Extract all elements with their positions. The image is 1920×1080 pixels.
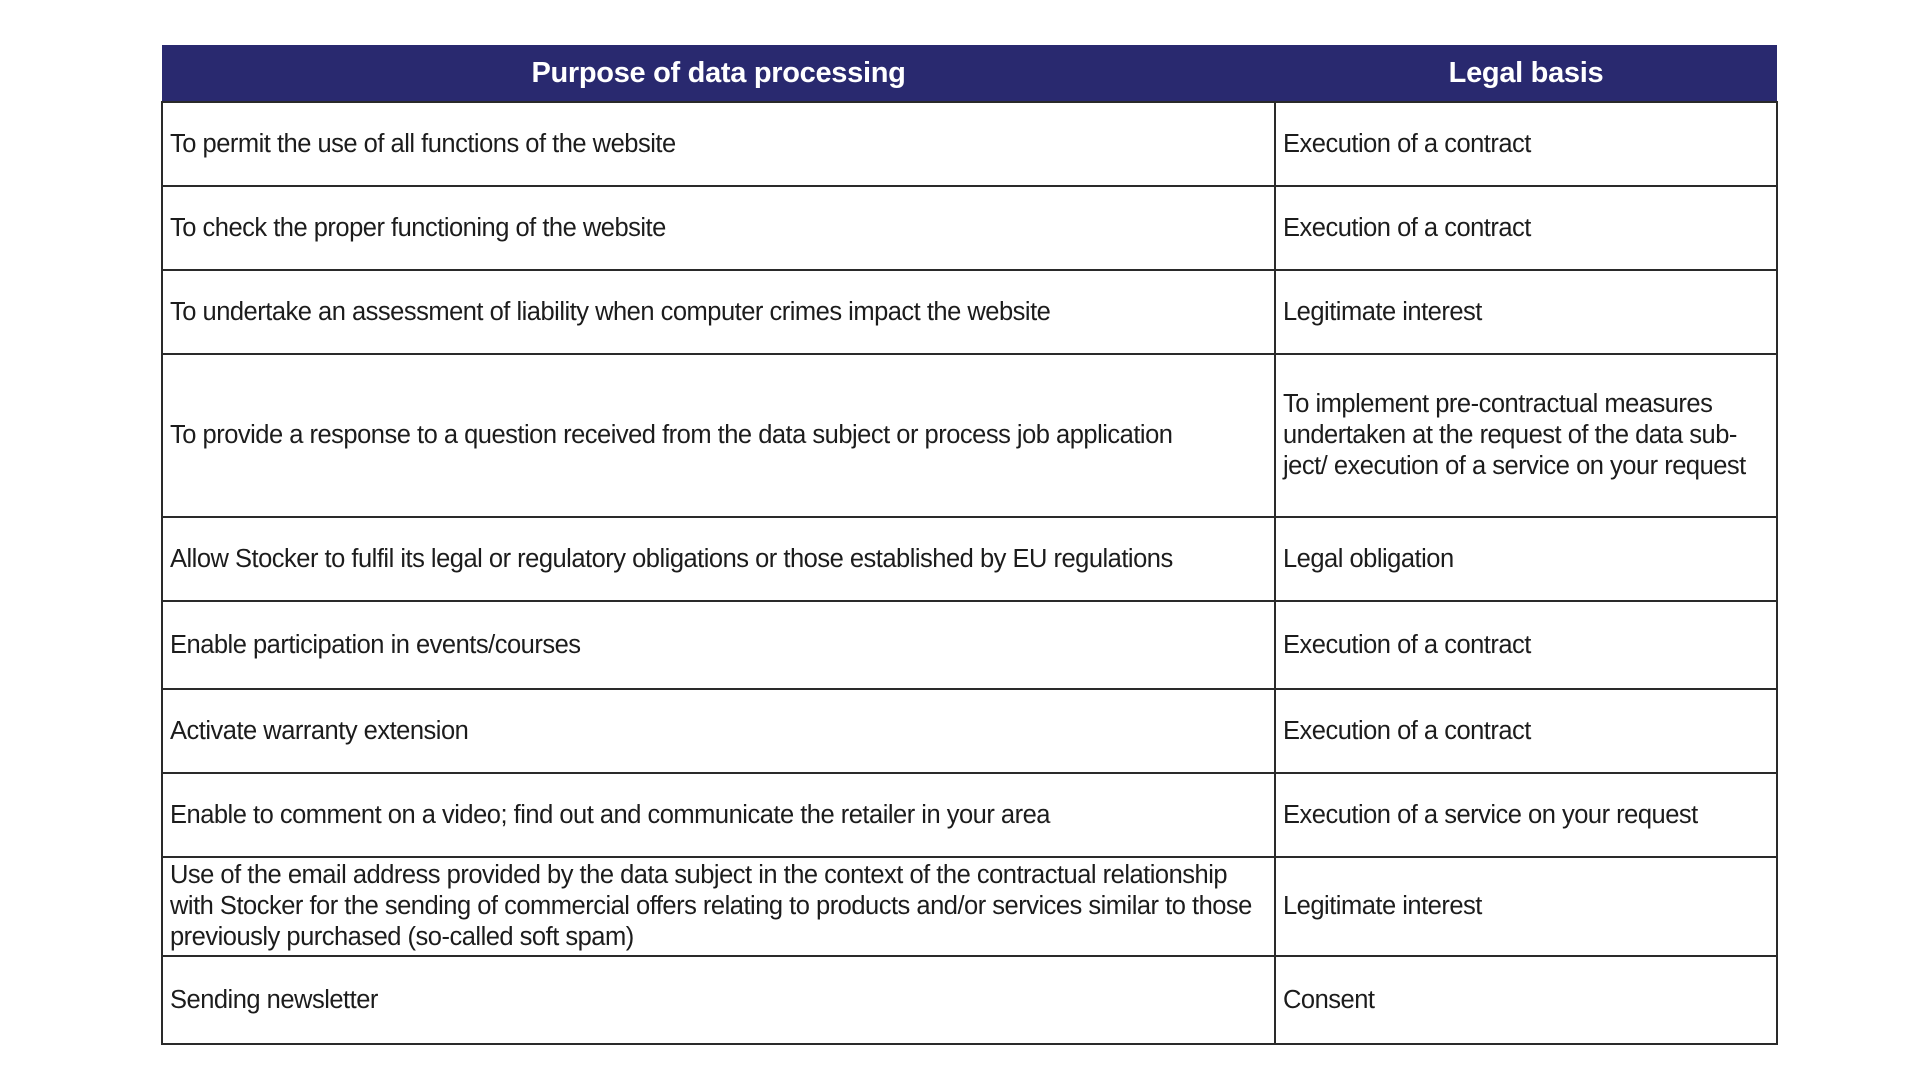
data-processing-table	[161, 45, 1778, 1045]
purpose-cell: Enable participation in events/courses	[162, 601, 1275, 689]
table-row	[162, 689, 1777, 773]
legal-basis-cell: Consent	[1275, 956, 1777, 1044]
legal-basis-cell: Execution of a contract	[1275, 601, 1777, 689]
legal-basis-cell: Execution of a service on your request	[1275, 773, 1777, 857]
legal-basis-cell: Execution of a contract	[1275, 102, 1777, 186]
legal-basis-cell: Execution of a contract	[1275, 186, 1777, 270]
legal-basis-cell: Legitimate interest	[1275, 857, 1777, 956]
legal-basis-cell: Legal obligation	[1275, 517, 1777, 601]
legal-basis-cell: To implement pre-contractual measures undertaken at the request of the data sub-ject/ execution of a service on your request	[1275, 354, 1777, 517]
table-row	[162, 956, 1777, 1044]
table-row	[162, 354, 1777, 517]
header-purpose: Purpose of data processing	[162, 45, 1275, 102]
header-legal-basis: Legal basis	[1275, 45, 1777, 102]
purpose-cell: To permit the use of all functions of the website	[162, 102, 1275, 186]
table-row	[162, 517, 1777, 601]
table-row	[162, 601, 1777, 689]
purpose-cell: To undertake an assessment of liability when computer crimes impact the website	[162, 270, 1275, 354]
purpose-cell: Sending newsletter	[162, 956, 1275, 1044]
table-row	[162, 773, 1777, 857]
legal-basis-cell: Legitimate interest	[1275, 270, 1777, 354]
purpose-cell: To check the proper functioning of the website	[162, 186, 1275, 270]
purpose-cell: To provide a response to a question received from the data subject or process job application	[162, 354, 1275, 517]
table-row	[162, 857, 1777, 956]
table-header-row	[162, 45, 1777, 102]
purpose-cell: Use of the email address provided by the data subject in the context of the contractual relationship with Stocker for the sending of commercial offers relating to products and/or services similar to those previously purchased (so-called soft spam)	[162, 857, 1275, 956]
table-row	[162, 102, 1777, 186]
purpose-cell: Activate warranty extension	[162, 689, 1275, 773]
legal-basis-cell: Execution of a contract	[1275, 689, 1777, 773]
purpose-cell: Allow Stocker to fulfil its legal or regulatory obligations or those established by EU regulations	[162, 517, 1275, 601]
table-row	[162, 186, 1777, 270]
purpose-cell: Enable to comment on a video; find out and communicate the retailer in your area	[162, 773, 1275, 857]
table-row	[162, 270, 1777, 354]
